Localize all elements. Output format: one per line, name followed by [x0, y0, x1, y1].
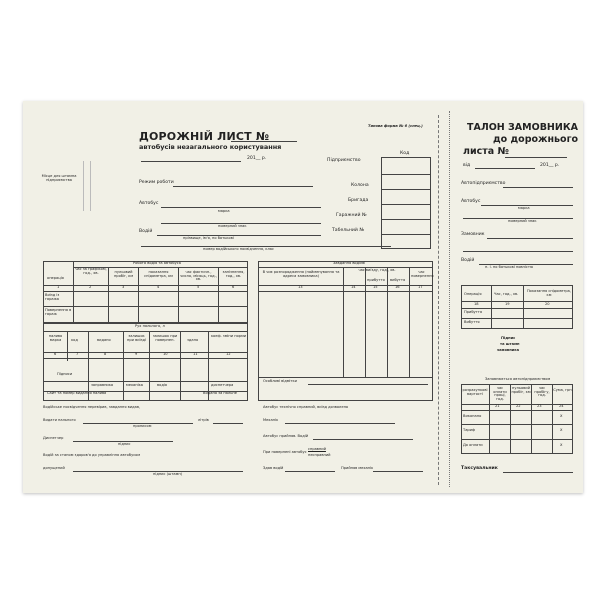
- task-title-rule: [258, 267, 433, 268]
- field-plate-hint: номерний знак: [218, 224, 247, 228]
- coupon-title-2: до дорожнього: [493, 134, 579, 145]
- footer-left-2: Видати пального: [43, 418, 76, 422]
- work-num-rule-bottom: [43, 291, 248, 292]
- coupon-table-num-1: 18: [474, 302, 479, 306]
- date-line: [141, 161, 241, 162]
- field-mode-line: [173, 186, 313, 187]
- perforation-line: [438, 115, 439, 485]
- coupon-table-num-3: 20: [545, 302, 550, 306]
- field-driver-line: [157, 235, 321, 236]
- work-col-label-5: час фактичн., число, місяць, год., хв.: [180, 270, 217, 282]
- coupon-hint-2: номерний знак: [508, 219, 537, 223]
- work-col-label-2: час за графіком, год., хв.: [75, 267, 107, 275]
- coupon-table-col-2: [523, 285, 524, 329]
- coupon-calc-col-4: [552, 384, 553, 454]
- fuel-col-label-6: здано: [187, 338, 199, 342]
- work-num-5: 5: [197, 285, 200, 289]
- coupon-calc-num-4: 24: [559, 404, 564, 408]
- coupon-table-col-1: [491, 285, 492, 329]
- coupon-table-col-label-2: Час, год., хв.: [494, 292, 519, 296]
- work-num-4: 4: [157, 285, 160, 289]
- code-row-3: [381, 204, 431, 205]
- work-col-4: [178, 267, 179, 323]
- coupon-field-1-line: [503, 187, 573, 188]
- work-num-1: 1: [57, 285, 60, 289]
- task-num-rule-top: [258, 285, 433, 286]
- task-num-5: 17: [418, 285, 423, 289]
- coupon-calc-mark-3: X: [560, 443, 563, 447]
- task-notes: Особливі відмітки: [263, 379, 298, 383]
- work-num-3: 3: [122, 285, 125, 289]
- fuel-col-1: [67, 331, 68, 361]
- coupon-calc-col-label-3: нульовий пробіг, км: [511, 386, 531, 394]
- fuel-num-rule-bottom: [43, 358, 248, 359]
- fuel-col-label-1: паливо марка: [48, 334, 63, 342]
- coupon-table-row-2: Вибуття: [464, 320, 480, 324]
- work-num-6: 6: [232, 285, 235, 289]
- fuel-num-2: 7: [76, 352, 79, 356]
- work-row-rule: [43, 306, 248, 307]
- form-type: Типова форма № 6 (спец.): [368, 124, 423, 128]
- coupon-hint-1: марка: [518, 206, 530, 210]
- task-col-label-4: вибуття: [390, 278, 406, 282]
- fuel-table-title: Рух пального, л: [135, 324, 165, 328]
- work-col-5: [218, 267, 219, 323]
- work-col-label-1: операція: [47, 276, 64, 280]
- footer-right-notok: несправний: [308, 453, 331, 457]
- coupon-table-col-label-3: Показання спідометра, км: [526, 289, 572, 297]
- coupon-calc-row-1: Виконано: [463, 414, 482, 418]
- work-col-2: [108, 267, 109, 323]
- footer-right-4: При повернені автобус: [263, 450, 307, 454]
- coupon-hint-3: п. і. по батькові повністю: [485, 265, 533, 269]
- coupon-number-line: [505, 157, 567, 158]
- fuel-num-6: 11: [193, 352, 198, 356]
- footer-left-2-extra: літрів: [198, 418, 209, 422]
- coupon-calc-row-3: До оплати: [463, 443, 483, 447]
- footer-right-2: Механік: [263, 418, 279, 422]
- task-notes-line: [308, 384, 428, 385]
- footer-left-4: Водій за станом здоров'я до управління автобусом: [43, 453, 141, 457]
- footer-left-hint-3: підпис (штамп): [153, 472, 183, 476]
- coupon-table-rule-3: [461, 318, 573, 319]
- coupon-calc-col-2: [510, 384, 511, 454]
- coupon-calc-row-2: Тариф: [463, 428, 476, 432]
- footer-left-2-line-b: [213, 423, 243, 424]
- coupon-calc-num-1: 21: [495, 404, 500, 408]
- task-num-2: 14: [351, 285, 356, 289]
- code-header: Код: [400, 151, 410, 156]
- fuel-num-7: 12: [226, 352, 231, 356]
- task-num-3: 15: [373, 285, 378, 289]
- task-col-1: [343, 267, 344, 377]
- footer-right-3-line: [313, 439, 413, 440]
- footer-right-6: Прийняв механік: [341, 466, 374, 470]
- footer-left-1: Водійське посвідчення перевірив, завдання видав,: [43, 405, 141, 409]
- coupon-table-row-1: Прибуття: [464, 310, 483, 314]
- task-col-label-2: час виїзду, год., хв.: [358, 268, 396, 272]
- task-col-4: [409, 267, 410, 377]
- coupon-calc-col-label-2: час оплати праці, год.: [493, 386, 507, 401]
- fuel-signs-label: Підписи: [57, 372, 73, 376]
- footer-right-6-line: [373, 471, 423, 472]
- coupon-stamp-1: Підпис: [501, 336, 516, 340]
- coupon-field-1: Автопідприємство: [461, 181, 506, 186]
- task-num-rule-bottom: [258, 291, 433, 292]
- work-col-1: [73, 261, 74, 323]
- fuel-col-label-7: коеф. зміни норми: [210, 334, 247, 338]
- work-table-title: Робота водія та автобуса: [133, 261, 181, 265]
- fuel-num-rule-top: [43, 352, 248, 353]
- fuel-col-label-2: код: [71, 338, 78, 342]
- footer-left-hint-2: підпис: [118, 442, 131, 446]
- coupon-calc-mark-1: X: [560, 414, 563, 418]
- field-column: Колона: [351, 183, 369, 188]
- coupon-field-4: Водій: [461, 258, 475, 263]
- fuel-num-3: 8: [104, 352, 107, 356]
- field-enterprise: Підприємство: [327, 158, 361, 163]
- fuel-num-5: 10: [163, 352, 168, 356]
- date-suffix: 201__ р.: [247, 156, 267, 161]
- footer-left-hint-1: прописом: [133, 424, 152, 428]
- fuel-col-label-3: видано: [97, 338, 111, 342]
- work-row-2: Повернення в гараж: [45, 308, 72, 316]
- footer-left-3: Диспетчер: [43, 436, 64, 440]
- fuel-num-4: 9: [135, 352, 138, 356]
- task-num-1: 13: [298, 285, 303, 289]
- coupon-date-suffix: 201__ р.: [540, 163, 560, 168]
- fuel-title-rule: [43, 331, 248, 332]
- task-num-4: 16: [395, 285, 400, 289]
- coupon-table-rule-2: [461, 308, 573, 309]
- task-notes-rule: [258, 377, 433, 378]
- task-col-2: [365, 267, 366, 377]
- work-row-1: Виїзд із гаража: [45, 293, 60, 301]
- number-line: [231, 141, 297, 142]
- work-col-label-3: нульовий пробіг, км: [113, 270, 134, 278]
- fuel-sign-2: механіка: [126, 383, 143, 387]
- field-tabnum: Табельний №: [332, 228, 365, 233]
- field-driver-hint: прізвище, ім'я, по батькові: [183, 236, 234, 240]
- field-bus: Автобус: [139, 201, 159, 206]
- field-bus-hint: марка: [218, 209, 230, 213]
- footer-right-2-line: [285, 423, 395, 424]
- coupon-calc-col-label-4: час пробігу, год.: [534, 386, 550, 398]
- footer-right-5-line: [285, 471, 335, 472]
- coupon-table-num-2: 19: [505, 302, 510, 306]
- task-table-title: Завдання водієві: [333, 261, 366, 265]
- fuel-sign-rule: [43, 381, 248, 382]
- footer-left-5: допущений: [43, 466, 65, 470]
- field-bus-line: [161, 207, 321, 208]
- coupon-date-prefix: від: [463, 163, 471, 168]
- coupon-title-3: листа №: [463, 146, 509, 157]
- fuel-col-label-4: залишок при виїзді: [127, 334, 146, 342]
- footer-right-5: Здав водій: [263, 466, 284, 470]
- coupon-stamp-3: замовника: [497, 348, 520, 352]
- code-row-2: [381, 189, 431, 190]
- code-row-5: [381, 234, 431, 235]
- coupon-calc-col-label-5: Сума, грн.: [553, 388, 573, 392]
- form-title: ДОРОЖНІЙ ЛИСТ №: [139, 130, 270, 143]
- field-mode: Режим роботи: [139, 180, 174, 185]
- task-col-3: [387, 267, 388, 377]
- coupon-taxer: Таксувальник: [461, 466, 498, 471]
- field-driver: Водій: [139, 229, 153, 234]
- coupon-calc-rule-2: [461, 410, 573, 411]
- coupon-calc-num-2: 22: [516, 404, 521, 408]
- work-col-label-6: запізнення, год., хв.: [222, 270, 245, 278]
- task-col-label-1: В чиє розпорядження (найменування та адреса замовника): [262, 270, 340, 278]
- field-brigade: Бригада: [348, 198, 369, 203]
- form-subtitle: автобусів незагального користування: [139, 143, 282, 151]
- coupon-date-line: [475, 168, 535, 169]
- fuel-sign-3: водія: [157, 383, 167, 387]
- task-col-label-5: час повернення: [411, 270, 434, 278]
- code-row-1: [381, 174, 431, 175]
- coupon-calc-rule-4: [461, 439, 573, 440]
- coupon-extra-line: [463, 251, 573, 252]
- stamp-guide-1: [83, 161, 84, 211]
- coupon-calc-num-3: 23: [537, 404, 542, 408]
- footer-right-3: Автобус прийняв. Водій: [263, 434, 309, 438]
- perforation-line-coupon: [449, 111, 450, 487]
- fuel-sign-4: диспетчера: [211, 383, 234, 387]
- coupon-taxer-line: [503, 472, 573, 473]
- coupon-field-3-line: [487, 238, 573, 239]
- coupon-field-3: Замовник: [461, 232, 485, 237]
- coupon-title-1: ТАЛОН ЗАМОВНИКА: [467, 122, 578, 133]
- coupon-table-col-label-1: Операція: [464, 292, 482, 296]
- fuel-extra-1: Сайт та номер видання палива: [47, 391, 107, 395]
- work-num-2: 2: [89, 285, 92, 289]
- footer-right-ok: справний: [308, 447, 326, 451]
- fuel-extra-2: Видано за пальне: [203, 391, 237, 395]
- fuel-col-label-5: залишок при повернен.: [152, 334, 178, 342]
- stamp-guide-2: [90, 161, 91, 211]
- field-garage: Гаражний №: [336, 213, 367, 218]
- coupon-calc-title: Заповнюється автопідприємством: [485, 377, 551, 381]
- coupon-calc-mark-2: X: [560, 428, 563, 432]
- coupon-calc-rule-3: [461, 424, 573, 425]
- coupon-calc-col-label-1: розрахункові вартості: [462, 388, 488, 396]
- work-num-rule-top: [43, 285, 248, 286]
- task-col-label-3: прибуття: [367, 278, 385, 282]
- work-col-label-4: показання спідометра, км: [144, 270, 173, 278]
- waybill-form: [23, 101, 583, 493]
- work-col-3: [138, 267, 139, 323]
- coupon-stamp-2: та штамп: [500, 342, 520, 346]
- stamp-label: Місце для штампа підприємства: [41, 174, 77, 182]
- code-row-4: [381, 219, 431, 220]
- coupon-field-2: Автобус: [461, 199, 481, 204]
- licence-hint: номер водійського посвідчення, клас: [203, 247, 274, 251]
- code-box: [381, 157, 431, 249]
- fuel-num-1: 6: [54, 352, 57, 356]
- fuel-sign-1: заправника: [91, 383, 114, 387]
- footer-right-1: Автобус технічно справний, виїзд дозволено: [263, 405, 349, 409]
